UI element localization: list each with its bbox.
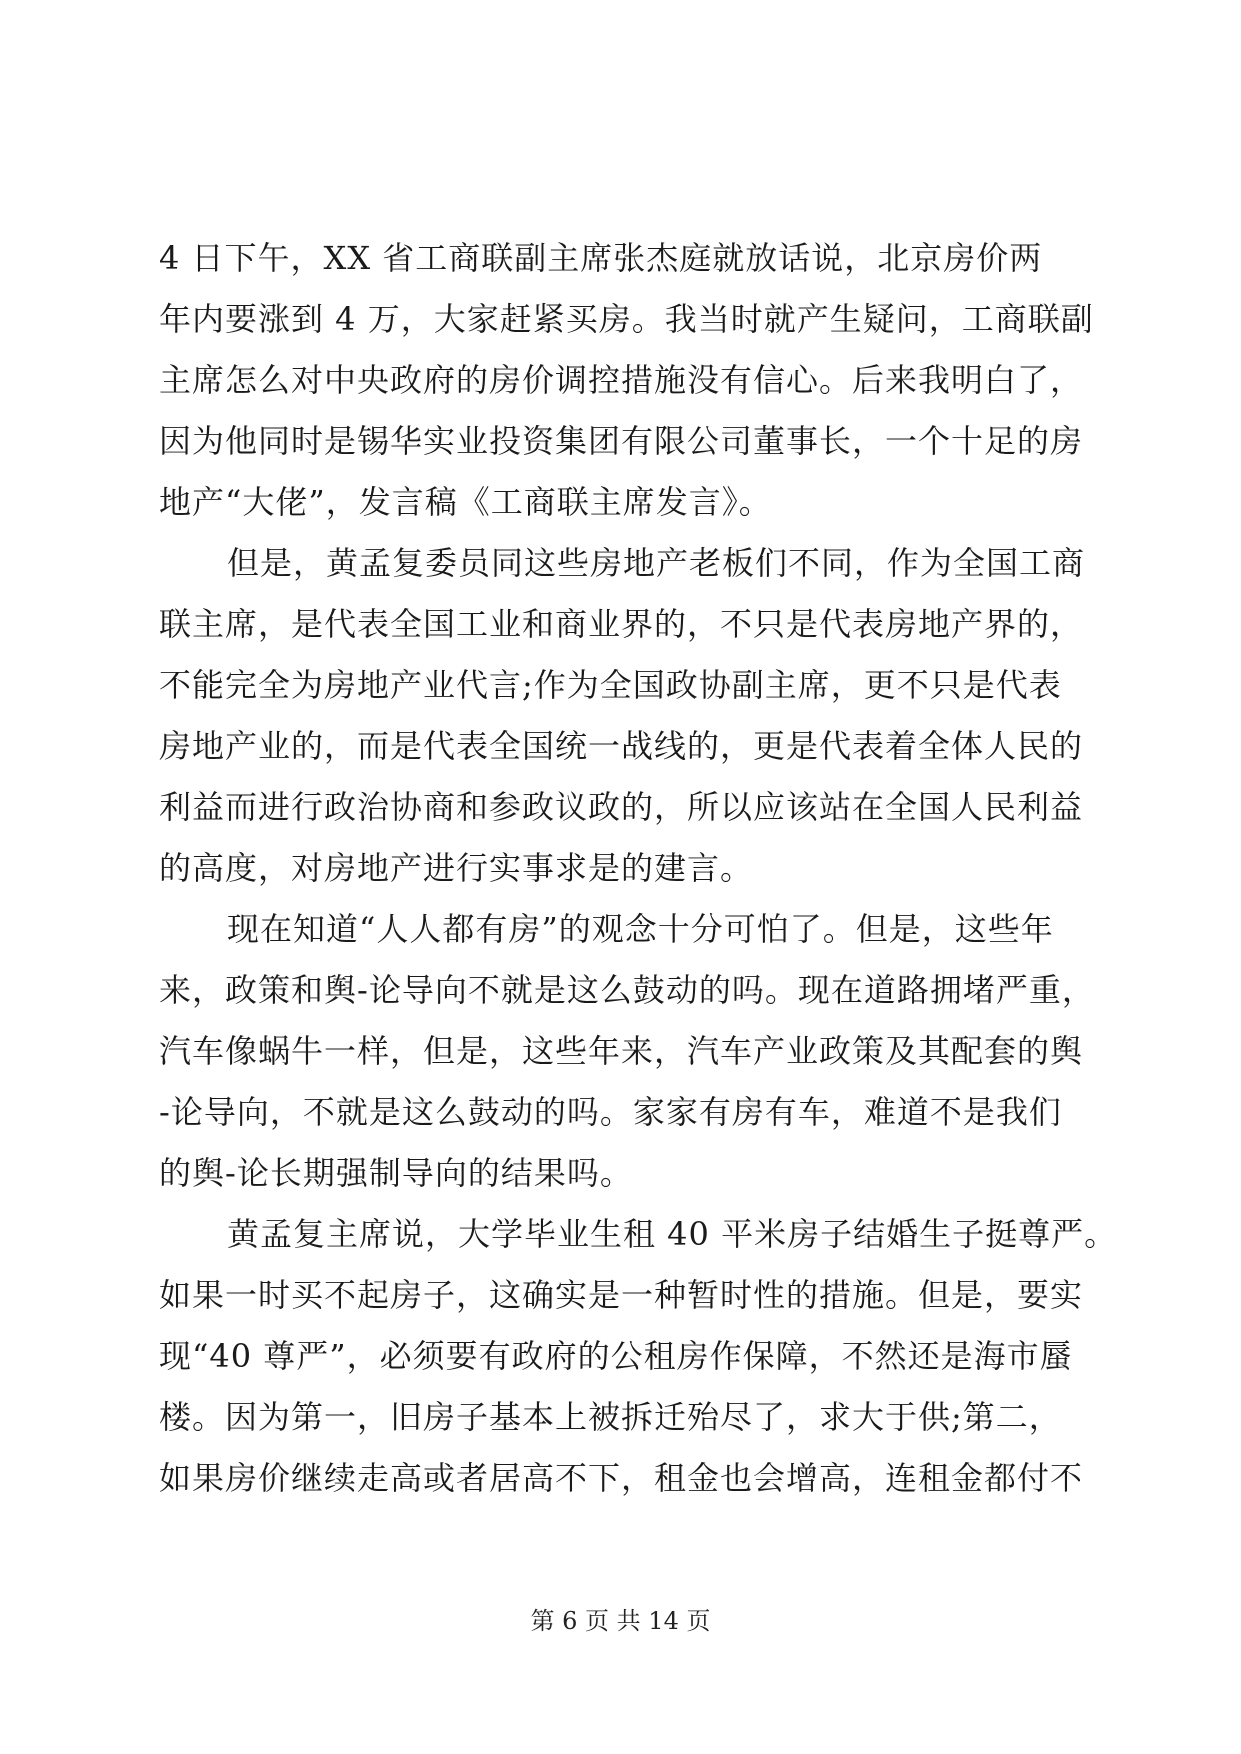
text-line: 主席怎么对中央政府的房价调控措施没有信心。后来我明白了， [159, 361, 1084, 399]
text-line: 利益而进行政治协商和参政议政的，所以应该站在全国人民利益 [159, 788, 1084, 826]
paragraph-start-line: 现在知道“人人都有房”的观念十分可怕了。但是，这些年 [227, 910, 1054, 948]
text-line: 地产“大佬”，发言稿《工商联主席发言》。 [159, 483, 772, 521]
text-line: 如果房价继续走高或者居高不下，租金也会增高，连租金都付不 [159, 1459, 1084, 1497]
paragraph-start-line: 但是，黄孟复委员同这些房地产老板们不同，作为全国工商 [227, 544, 1086, 582]
text-line: 因为他同时是锡华实业投资集团有限公司董事长，一个十足的房 [159, 422, 1084, 460]
text-line: 楼。因为第一，旧房子基本上被拆迁殆尽了，求大于供;第二， [159, 1398, 1062, 1436]
paragraph-start-line: 黄孟复主席说，大学毕业生租 40 平米房子结婚生子挺尊严。 [227, 1215, 1118, 1253]
text-line: 联主席，是代表全国工业和商业界的，不只是代表房地产界的， [159, 605, 1084, 643]
text-line: 汽车像蜗牛一样，但是，这些年来，汽车产业政策及其配套的舆 [159, 1032, 1084, 1070]
text-line: 现“40 尊严”，必须要有政府的公租房作保障，不然还是海市蜃 [159, 1337, 1073, 1375]
text-line: 来，政策和舆-论导向不就是这么鼓动的吗。现在道路拥堵严重， [159, 971, 1095, 1009]
text-line: -论导向，不就是这么鼓动的吗。家家有房有车，难道不是我们 [159, 1093, 1062, 1131]
text-line: 年内要涨到 4 万，大家赶紧买房。我当时就产生疑问，工商联副 [159, 300, 1094, 338]
text-line: 房地产业的，而是代表全国统一战线的，更是代表着全体人民的 [159, 727, 1084, 765]
text-line: 的舆-论长期强制导向的结果吗。 [159, 1154, 633, 1192]
body-text [159, 228, 1118, 1509]
text-line: 不能完全为房地产业代言;作为全国政协副主席，更不只是代表 [159, 666, 1062, 704]
text-line: 如果一时买不起房子，这确实是一种暂时性的措施。但是，要实 [159, 1276, 1084, 1314]
text-line: 4 日下午，XX 省工商联副主席张杰庭就放话说，北京房价两 [159, 239, 1043, 277]
page-number-footer: 第 6 页 共 14 页 [530, 1607, 711, 1635]
text-line: 的高度，对房地产进行实事求是的建言。 [159, 849, 754, 887]
